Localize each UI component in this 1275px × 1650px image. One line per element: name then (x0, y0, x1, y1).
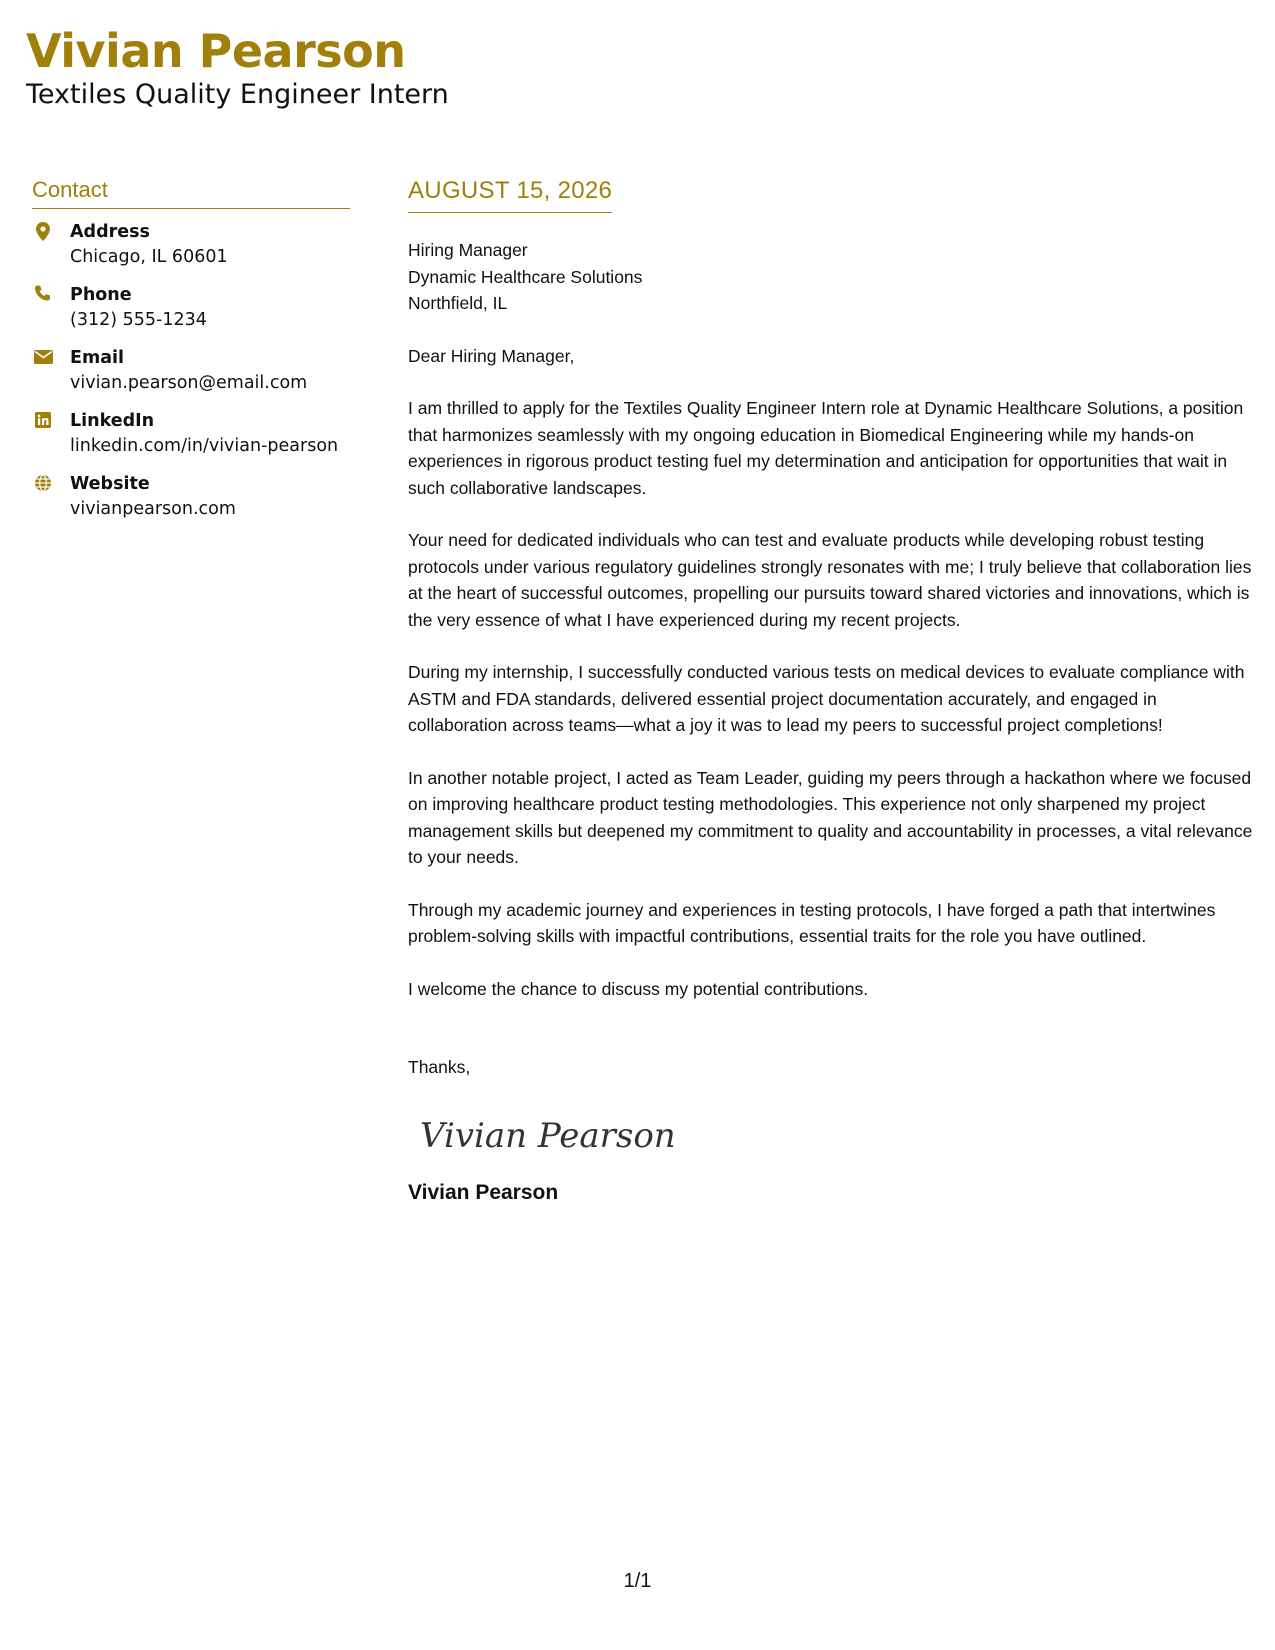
applicant-role: Textiles Quality Engineer Intern (26, 79, 449, 110)
contact-item-address (32, 219, 350, 269)
handwritten-signature (418, 1109, 1254, 1159)
contact-label: Website (70, 474, 150, 494)
body-paragraph: Through my academic journey and experiences in testing protocols, I have forged a path that intertwines problem-solving skills with impactful contributions, essential traits for the role you have outlined. (408, 899, 1216, 946)
letter-header (26, 22, 449, 112)
contact-value: vivianpearson.com (70, 499, 236, 519)
closing: Thanks, (408, 1057, 471, 1077)
contact-heading: Contact (32, 176, 350, 209)
contact-label: LinkedIn (70, 411, 155, 431)
letter-body (408, 176, 1254, 1207)
contact-value: Chicago, IL 60601 (70, 247, 228, 267)
map-pin-icon (33, 221, 53, 241)
envelope-icon (33, 347, 53, 367)
body-paragraph: I am thrilled to apply for the Textiles Quality Engineer Intern role at Dynamic Healthcare Solutions, a position that harmonizes seamlessly with my ongoing education in Biomedical Engineering while my hands-on experiences in rigorous product testing fuel my determination and anticipation for opportunities that wait in such collaborative landscapes. (408, 398, 1244, 498)
contact-item-website (32, 471, 350, 521)
body-paragraph: During my internship, I successfully conducted various tests on medical devices to evaluate compliance with ASTM and FDA standards, delivered essential project documentation accurately, and engaged in collaboration across teams—what a joy it was to lead my peers to successful project completions! (408, 662, 1245, 735)
phone-icon (33, 284, 53, 304)
recipient-block (408, 237, 1254, 317)
signature-text: Vivian Pearson (420, 1115, 676, 1156)
page-number: 1/1 (623, 1570, 652, 1592)
body-paragraph: I welcome the chance to discuss my potential contributions. (408, 978, 869, 999)
contact-item-phone (32, 282, 350, 332)
recipient-name: Hiring Manager (408, 240, 528, 260)
contact-item-linkedin (32, 408, 350, 458)
contact-label: Email (70, 348, 124, 368)
recipient-location: Northfield, IL (408, 293, 508, 313)
contact-value: linkedin.com/in/vivian-pearson (70, 436, 339, 456)
contact-label: Phone (70, 285, 132, 305)
letter-date: AUGUST 15, 2026 (408, 176, 612, 213)
body-paragraph: Your need for dedicated individuals who can test and evaluate products while developing robust testing protocols under various regulatory guidelines strongly resonates with me; I truly believe that collaboration lies at the heart of successful outcomes, propelling our pursuits toward shared victories and innovations, which is the very essence of what I have experienced during my recent projects. (408, 530, 1252, 630)
recipient-company: Dynamic Healthcare Solutions (408, 266, 643, 287)
signer-name: Vivian Pearson (408, 1180, 559, 1204)
contact-value: (312) 555-1234 (70, 310, 207, 330)
contact-item-email (32, 345, 350, 395)
contact-list (32, 219, 350, 521)
contact-label: Address (70, 222, 150, 242)
globe-icon (33, 473, 53, 493)
applicant-name: Vivian Pearson (26, 24, 406, 78)
body-paragraph: In another notable project, I acted as Team Leader, guiding my peers through a hackathon where we focused on improving healthcare product testing methodologies. This experience not only sharpened my project management skills but deepened my commitment to quality and accountability in processes, a vital relevance to your needs. (408, 767, 1253, 867)
contact-sidebar (32, 176, 350, 534)
linkedin-icon (33, 410, 53, 430)
salutation: Dear Hiring Manager, (408, 345, 575, 366)
contact-value: vivian.pearson@email.com (70, 373, 308, 393)
